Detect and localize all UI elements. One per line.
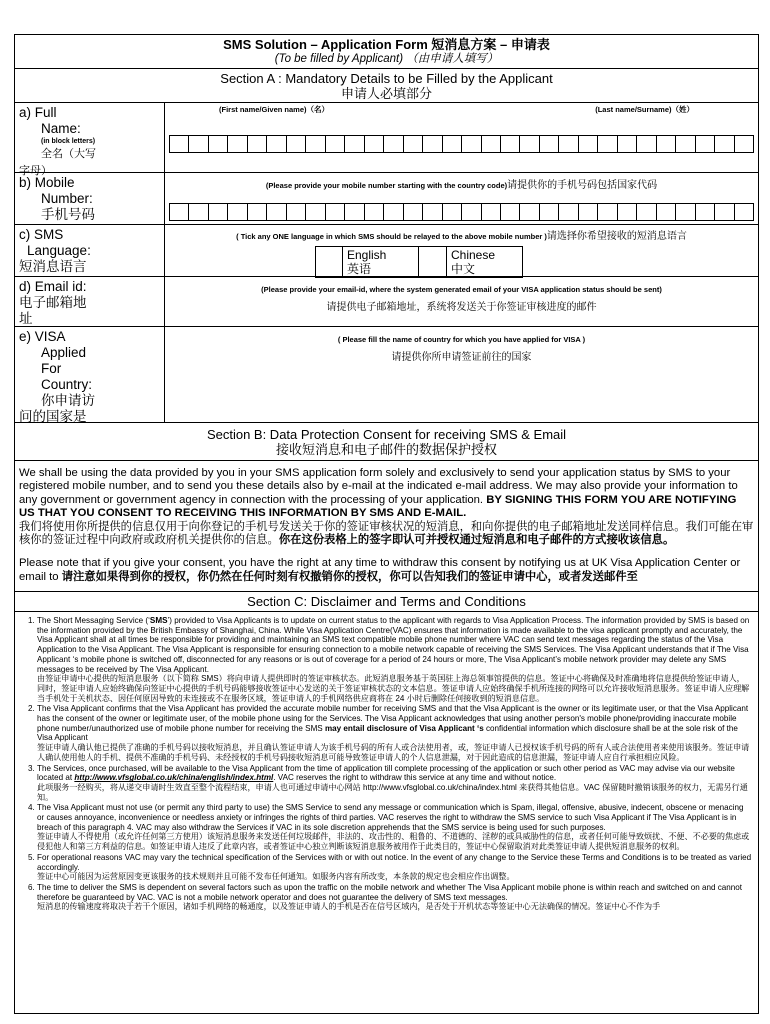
form-title: SMS Solution – Application Form 短消息方案 – 申请表 [223, 37, 550, 52]
mobile-input-boxes[interactable] [169, 203, 754, 223]
term-item: 2. The Visa Applicant confirms that the Visa Applicant has provided the accurate mobile number for receiving SMS and that the Visa Applicant is the owner or its legitimate user, or that the Visa Applicant has the consent of the owner or legitimate user, of the mobile phone using for the Services. The Visa Applicant acknowledges that using another person's mobile phone/providing inaccurate mobile phone number/unauthorized use of mobile phone number for receiving the SMS may entail disclosure of Visa Applicant ‘s confidential information which disclosure shall be at the sole risk of the Visa Applicant 签证申请人确认他已提供了准确的手机号码以接收短消息，并且确认签证申请人为该手机号码的所有人或合法使用者，或，签证申请人已授权该手机号码的所有人或合法使用者来使用该服务。签证申请人确认使用他人的手机、提供不准确的手机号码、未经授权的手机号码接收短消息可能导致签证申请人的个人信息泄漏，对于因此造成的信息泄漏，签证申请人应自行承担相应风险。 [37, 704, 752, 762]
terms-list [15, 612, 758, 912]
section-a-heading: Section A : Mandatory Details to be Filled by the Applicant 申请人必填部分 [15, 69, 758, 103]
mobile-field: (Please provide your mobile number starting with the country code)请提供你的手机号码包括国家代码 [165, 173, 758, 224]
last-name-hint: (Last name/Surname)（姓） [595, 105, 694, 114]
vfsglobal-link[interactable]: http://www.vfsglobal.co.uk/china/english/index.html [74, 773, 274, 783]
language-label: c) SMS Language: 短消息语言 [15, 225, 165, 276]
form-header [15, 35, 758, 69]
term-item: 6. The time to deliver the SMS is dependent on several factors such as upon the traffic on the mobile network and whether The Visa Applicant mobile phone is within reach and switched on and cannot therefore be guaranteed by VAC. VAC is not a mobile network operator and does not guarantee the delivery of SMS text messages. 短消息的传输速度将取决于若干个原因，诸如手机网络的畅通度，以及签证申请人的手机是否在信号区域内，是否处于开机状态等签证中心无法确保的情况。签证中心不作为手 [37, 883, 752, 912]
term-item: 4. The Visa Applicant must not use (or permit any third party to use) the SMS Service to send any message or communication which is Spam, illegal, offensive, abusive, indecent, obscene or menacing or causes annoyance, inconvenience or needless anxiety or infringes the rights of third parties. VAC reserves the right to withdraw the SMS service to such Visa Applicant if The Visa Applicant is in breach of this paragraph 4. VAC may also withdraw the Services if VAC in its sole discretion apprehends that the SMS service is being used for such purposes. 签证申请人不得使用（或允许任何第三方使用）该短消息服务来发送任何垃圾邮件，非法的、攻击性的、粗鲁的、不道德的、淫秽的或具威胁性的信息，或者任何可能导致烦扰、不便、不必要的焦虑或侵犯他人和第三方利益的信息。如签证申请人违反了此章内容，或者签证中心独立判断该短消息服务被用作于此类目的，签证中心保留取消对此类签证申请人提供短消息服务的权利。 [37, 803, 752, 852]
section-b-heading: Section B: Data Protection Consent for receiving SMS & Email 接收短消息和电子邮件的数据保护授权 [15, 423, 758, 461]
first-name-hint: (First name/Given name)（名） [219, 105, 330, 114]
full-name-field [165, 103, 758, 172]
language-row [15, 225, 758, 277]
term-item: 3. The Services, once purchased, will be available to the Visa Applicant from the time of application till complete processing of the application or such other period as VAC may advise via our website located at http://www.vfsglobal.co.uk/china/english/index.html. VAC reserves the right to withdraw this service at any time and without notice. 此项服务一经购买，将从递交申请时生效直至整个流程结束，申请人也可通过申请中心网站 http://www.vfsglobal.co.uk/china/index.html 来获得其他信息。VAC 保留随时撤销该服务的权力，无需另行通知。 [37, 764, 752, 803]
term-item: 5. For operational reasons VAC may vary the technical specification of the Services with or with out notice. In the event of any change to the Service these Terms and Conditions is to be treated as varied accordingly. 签证中心可能因为运营原因变更该服务的技术规则并且可能不发布任何通知。如服务内容有所改变，本条款的规定也会相应作出调整。 [37, 853, 752, 882]
full-name-input-boxes[interactable] [169, 135, 754, 155]
chinese-option: Chinese 中文 [447, 246, 523, 278]
full-name-row [15, 103, 758, 177]
country-field[interactable]: ( Please fill the name of country for which you have applied for VISA ) 请提供你所申请签证前往的国家 [337, 335, 586, 363]
section-c-heading: Section C: Disclaimer and Terms and Conditions [15, 592, 758, 612]
chinese-checkbox[interactable] [419, 246, 447, 278]
mobile-label: b) Mobile Number: 手机号码 [15, 173, 165, 224]
term-item: 1. The Short Messaging Service (‘SMS’) provided to Visa Applicants is to update on current status to the applicant with regards to Visa Application Process. The information provided by SMS is based on the information provided by the British Embassy of Shanghai, China. While Visa Application Centre(VAC) ensures that information is made available to the visa applicant promptly and accurately, the Visa Applicant shall at all times be responsible for providing and maintaining an SMS text compatible mobile phone number where VAC can send text messages regarding the status of the Visa Application to the Visa Applicant. The Visa Applicant is responsible for ensuring connection to a mobile network capable of receiving the SMS Services. The Visa Applicant understands that if The Visa Applicant ‘s mobile phone is switched off, disconnected for any reasons or is out of coverage for a period of 24 hours or more, The Visa Applicant’s mobile network provider may delete any SMS messages to be received by The Visa Applicant. 由签证申请中心提供的短消息服务（以下简称 SMS）将向申请人提供即时的签证审核状态。此短消息服务基于英国驻上海总领事馆提供的信息。签证中心将确保及时准确地将信息提供给签证申请人，同时，签证申请人应始终确保向签证中心提供的手机号码能够接收签证中心发送的关于签证审核状态的文本信息。签证申请人应始终确保手机所连接的网络可以允许接收短消息服务。签证申请人应理解当手机处于关机状态、因任何原因导致的未连接或不在服务区域，签证申请人的手机网络供应商将在 24 小时后删除任何接收到的短消息信息。 [37, 616, 752, 703]
email-label: d) Email id: 电子邮箱地 址 [15, 277, 165, 326]
consent-text: We shall be using the data provided by you in your SMS application form solely and exclusively to send your application status by SMS to your registered mobile number, and to send you these details also by e-mail at the indicated e-mail address. We may also provide your information to any government or government agency in connection with the processing of your application. BY SIGNING THIS FORM YOU ARE NOTIFYING US THAT YOU CONSENT TO RECEIVING THIS INFORMATION BY SMS AND E-MAIL. 我们将使用你所提供的信息仅用于向你登记的手机号发送关于你的签证审核状况的短消息，和向你提供的电子邮箱地址发送同样信息。我们可能在审核你的签证过程中向政府或政府机关提供你的信息。你在这份表格上的签字即认可并授权通过短消息和电子邮件的方式接收该信息。 Please note that if you give your consent, you have the right at any time to withdraw this consent by notifying us at UK Visa Application Center or email to 请注意如果得到你的授权，你仍然在任何时刻有权撤销你的授权，你可以告知我们的签证申请中心，或者发送邮件至 [15, 461, 758, 592]
english-checkbox[interactable] [315, 246, 343, 278]
country-row [15, 327, 758, 423]
country-label: e) VISA Applied For Country: 你申请访 问的国家是 [15, 327, 165, 422]
mobile-row [15, 173, 758, 225]
form-subtitle: (To be filled by Applicant) （由申请人填写） [274, 53, 499, 65]
email-field[interactable]: (Please provide your email-id, where the system generated email of your VISA application status should be sent) 请提供电子邮箱地址，系统将发送关于你签证审核进度的邮件 [261, 285, 662, 313]
full-name-label: a) Full Name: (in block letters) 全名（大写 字母） [15, 103, 165, 172]
application-form [14, 34, 759, 1014]
english-option: English 英语 [343, 246, 419, 278]
language-field: ( Tick any ONE language in which SMS should be relayed to the above mobile number )请选择你希望接收的短消息语言 English 英语 Chinese 中文 [236, 231, 687, 276]
email-row [15, 277, 758, 327]
